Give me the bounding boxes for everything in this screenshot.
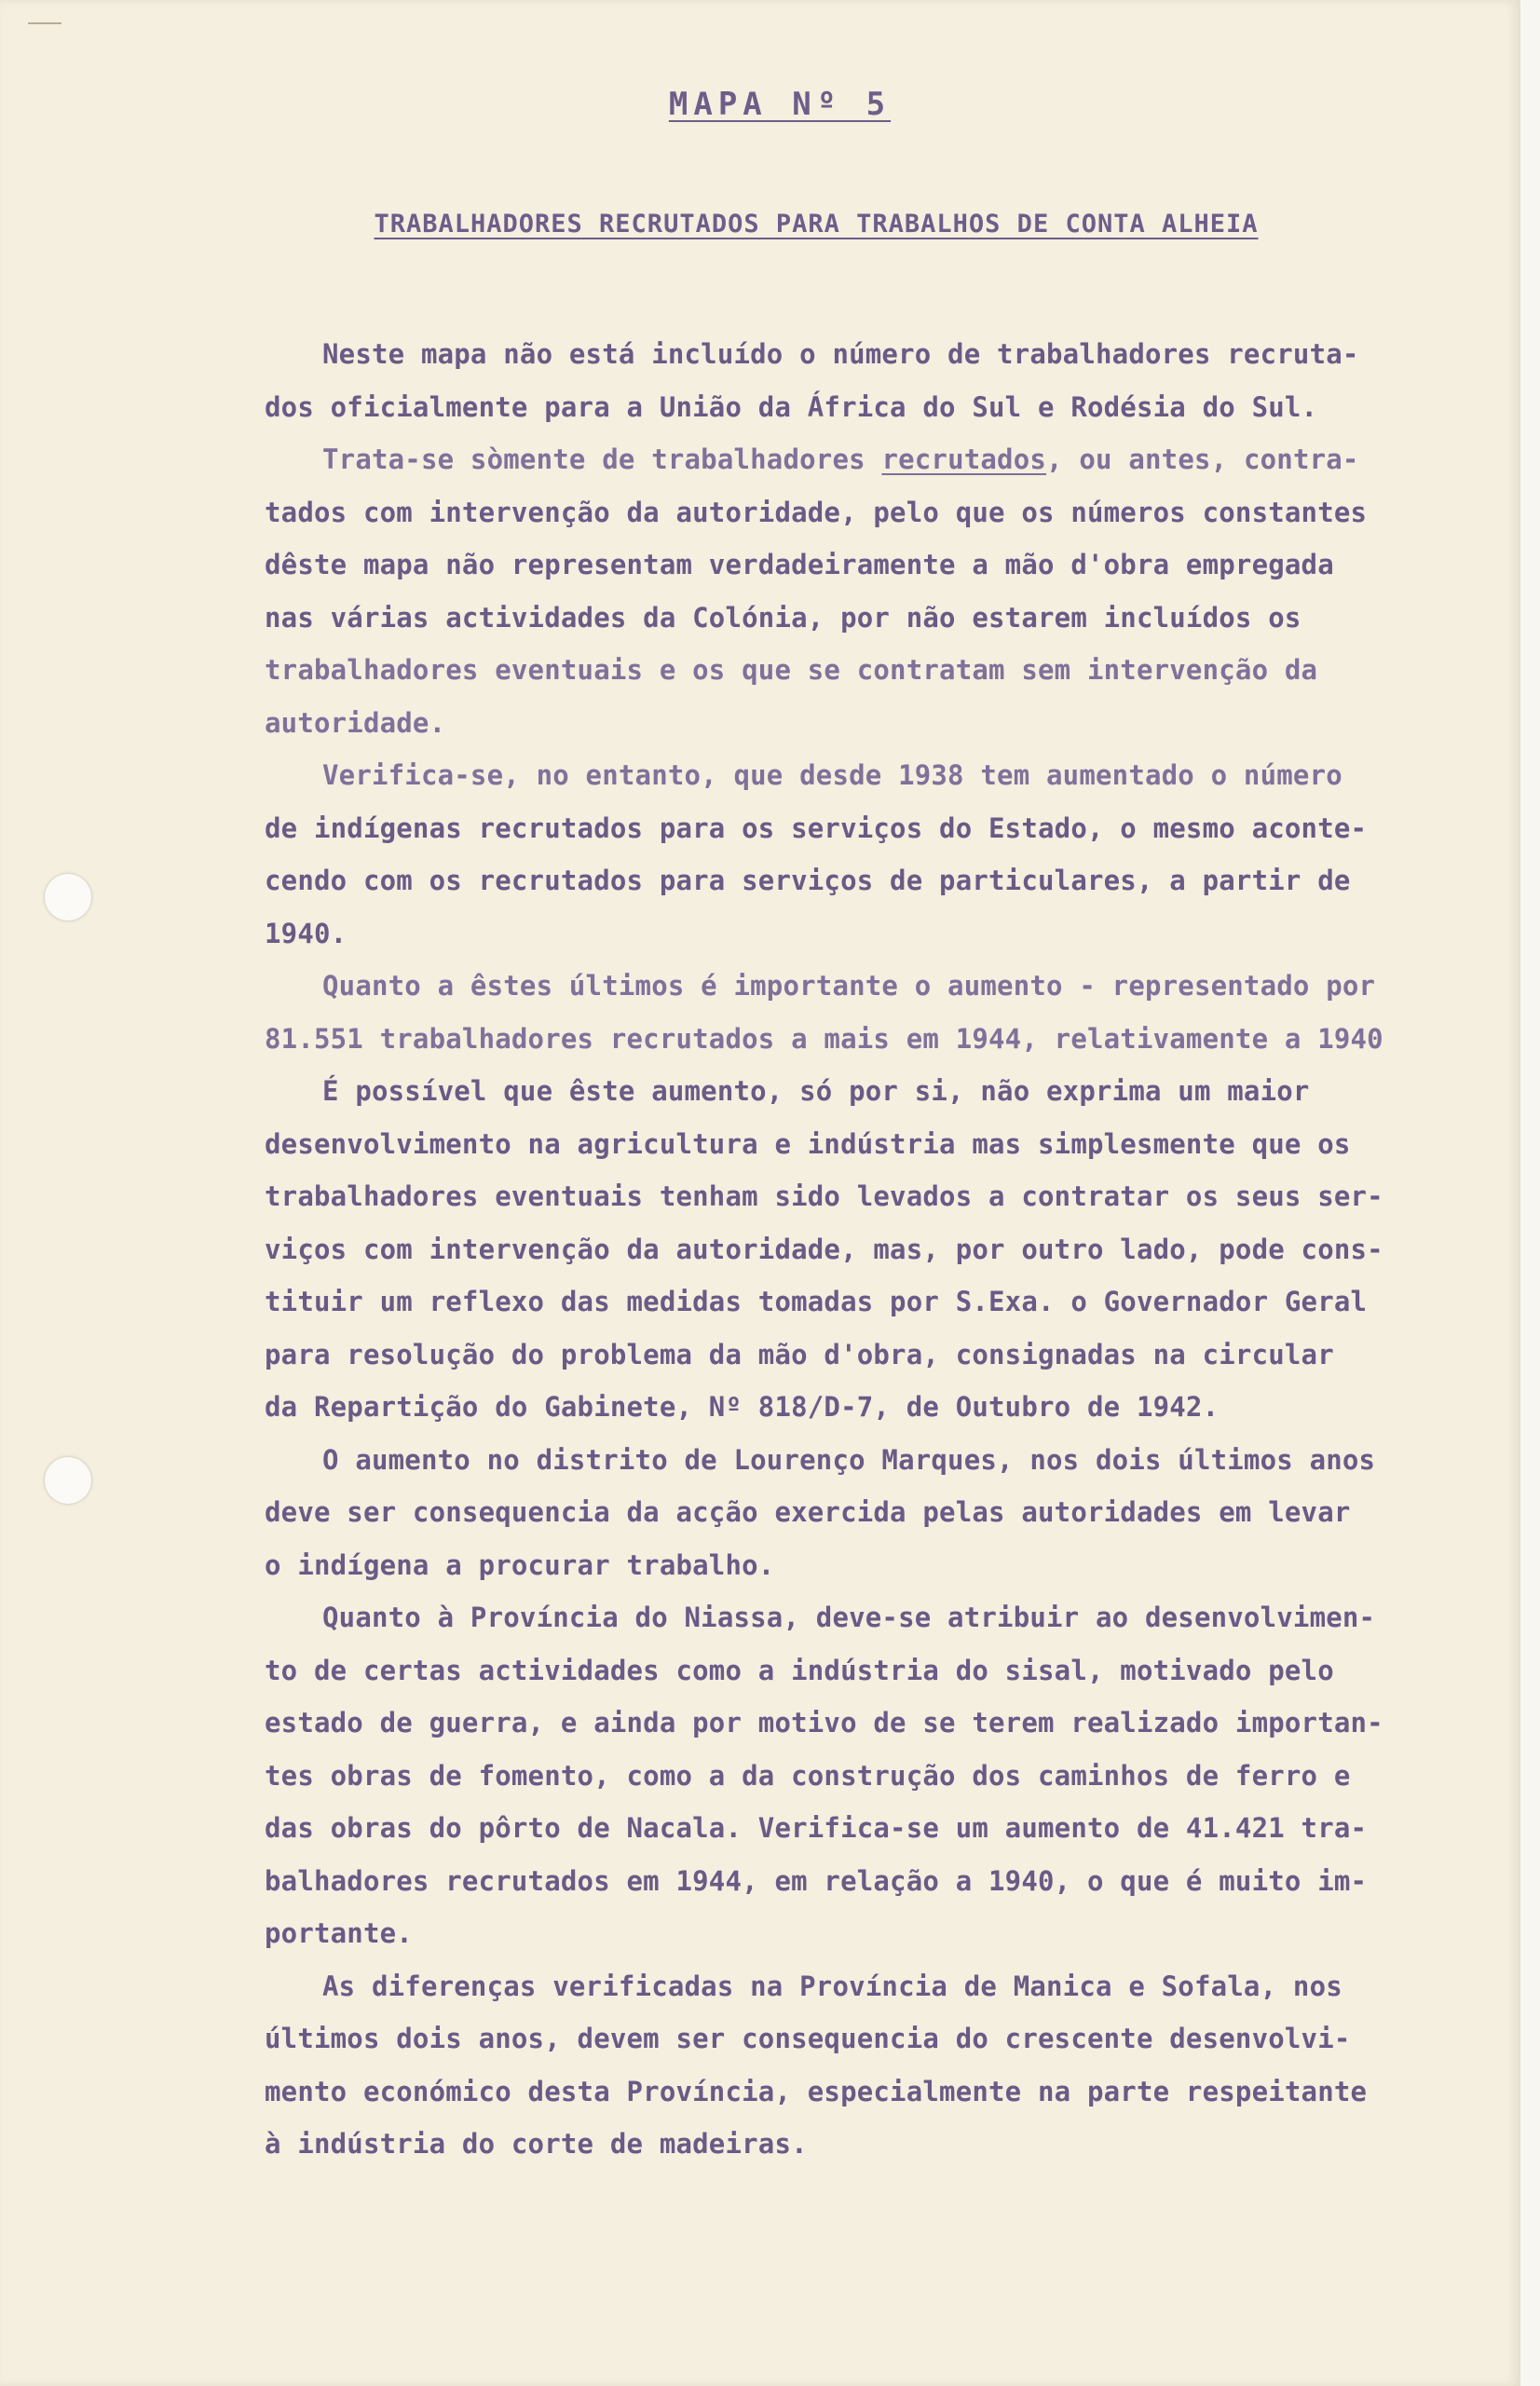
text-line: Verifica-se, no entanto, que desde 1938 tem aumentado o número <box>322 759 1342 791</box>
text-line: portante. <box>265 1917 413 1949</box>
text-line: da Repartição do Gabinete, Nº 818/D-7, de Outubro de 1942. <box>265 1391 1220 1423</box>
text-line: trabalhadores eventuais e os que se contratam sem intervenção da <box>265 654 1318 686</box>
text-line: estado de guerra, e ainda por motivo de se terem realizado importan- <box>265 1707 1383 1738</box>
text-line: deve ser consequencia da acção exercida pelas autoridades em levar <box>265 1496 1351 1528</box>
text-fragment: Trata-se sòmente de trabalhadores <box>322 443 865 475</box>
text-line: Quanto a êstes últimos é importante o aumento - representado por <box>322 970 1376 1002</box>
text-line: mento económico desta Província, especialmente na parte respeitante <box>265 2075 1368 2107</box>
text-line: tes obras de fomento, como a da construção dos caminhos de ferro e <box>265 1759 1351 1792</box>
text-line: viços com intervenção da autoridade, mas, por outro lado, pode cons- <box>265 1233 1383 1265</box>
text-line: dêste mapa não representam verdadeiramente a mão d'obra empregada <box>265 549 1334 580</box>
text-line: Neste mapa não está incluído o número de trabalhadores recruta- <box>322 338 1359 370</box>
text-line: cendo com os recrutados para serviços de particulares, a partir de <box>265 865 1351 896</box>
punch-hole <box>45 874 91 920</box>
text-line: As diferenças verificadas na Província de Manica e Sofala, nos <box>322 1970 1342 2002</box>
text-line <box>265 433 1513 486</box>
text-line: desenvolvimento na agricultura e indústria mas simplesmente que os <box>265 1127 1351 1160</box>
text-line: de indígenas recrutados para os serviços do Estado, o mesmo aconte- <box>265 811 1368 844</box>
punch-hole <box>45 1457 91 1504</box>
corner-mark <box>28 22 61 24</box>
text-line: trabalhadores eventuais tenham sido levados a contratar os seus ser- <box>265 1180 1383 1212</box>
body-text <box>265 328 1513 2171</box>
text-line: É possível que êste aumento, só por si, não exprima um maior <box>322 1075 1310 1107</box>
text-line: Quanto à Província do Niassa, deve-se atribuir ao desenvolvimen- <box>322 1602 1376 1633</box>
scan-edge <box>1520 0 1540 2386</box>
text-line: autoridade. <box>265 706 446 739</box>
text-line: o indígena a procurar trabalho. <box>265 1548 775 1581</box>
map-title: MAPA Nº 5 <box>668 86 892 123</box>
underlined-word: recrutados <box>881 443 1047 475</box>
text-fragment: , ou antes, contra- <box>1046 443 1359 475</box>
text-line: nas várias actividades da Colónia, por não estarem incluídos os <box>265 601 1302 634</box>
text-line: tados com intervenção da autoridade, pelo que os números constantes <box>265 496 1368 528</box>
text-line: dos oficialmente para a União da África do Sul e Rodésia do Sul. <box>265 390 1318 423</box>
text-line: para resolução do problema da mão d'obra, consignadas na circular <box>265 1338 1334 1370</box>
text-line: balhadores recrutados em 1944, em relação a 1940, o que é muito im- <box>265 1864 1368 1897</box>
text-line: últimos dois anos, devem ser consequencia do crescente desenvolvi- <box>265 2023 1351 2054</box>
section-title: TRABALHADORES RECRUTADOS PARA TRABALHOS DE CONTA ALHEIA <box>374 210 1259 239</box>
text-line: to de certas actividades como a indústria do sisal, motivado pelo <box>265 1654 1334 1686</box>
text-line: 1940. <box>265 917 348 949</box>
text-line: 81.551 trabalhadores recrutados a mais em 1944, relativamente a 1940 <box>265 1022 1383 1055</box>
text-line: O aumento no distrito de Lourenço Marques, nos dois últimos anos <box>322 1443 1376 1476</box>
text-line: à indústria do corte de madeiras. <box>265 2128 808 2160</box>
text-line: tituir um reflexo das medidas tomadas por S.Exa. o Governador Geral <box>265 1286 1368 1317</box>
text-line: das obras do pôrto de Nacala. Verifica-se um aumento de 41.421 tra- <box>265 1812 1368 1844</box>
